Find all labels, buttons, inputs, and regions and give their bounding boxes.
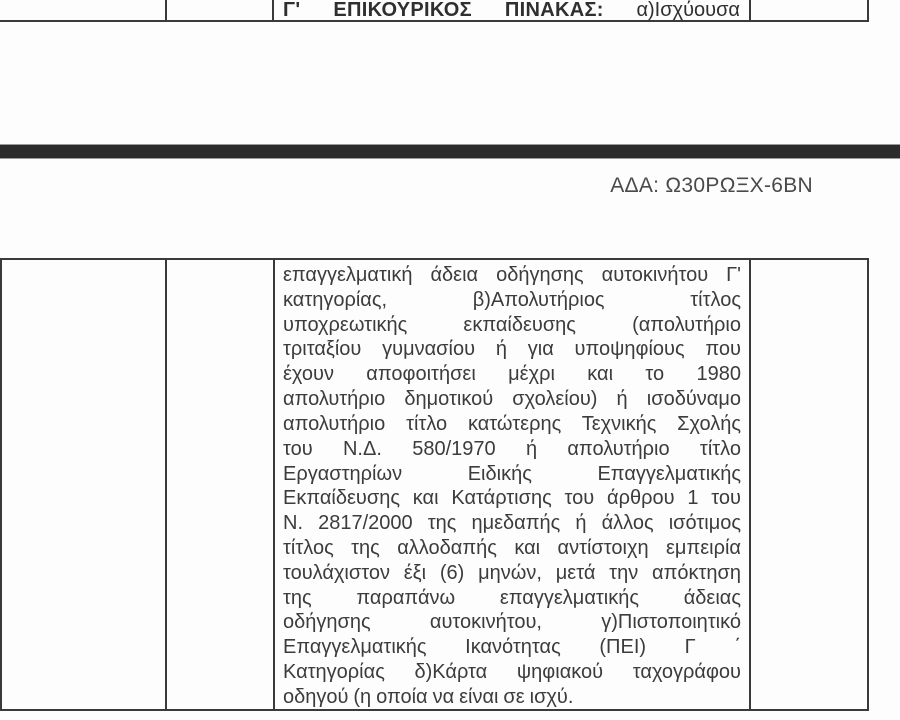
main-table-empty-cell-2: [167, 260, 273, 709]
text-line: του Ν.Δ. 580/1970 ή απολυτήριο τίτλο: [283, 437, 741, 460]
requirements-text-cell: [274, 260, 750, 710]
ada-reference: ΑΔΑ: Ω30ΡΩΞΧ-6ΒΝ: [610, 174, 813, 197]
text-line: έχουν αποφοιτήσει μέχρι και το 1980: [283, 363, 741, 386]
top-table-border-bottom: [0, 20, 869, 22]
top-table-empty-cell-2: [167, 0, 272, 20]
table-title-bold: Γ' ΕΠΙΚΟΥΡΙΚΟΣ ΠΙΝΑΚΑΣ:: [283, 0, 604, 20]
text-line: απολυτήριο δημοτικού σχολείου) ή ισοδύναμο: [283, 388, 741, 411]
page-separator-bar: [0, 145, 900, 158]
text-line: τουλάχιστον έξι (6) μηνών, μετά την απόκτηση: [283, 561, 741, 584]
text-line: τριταξίου γυμνασίου ή για υποψηφίους που: [283, 338, 741, 361]
main-table-border-right: [867, 258, 869, 711]
text-line: Εργαστηρίων Ειδικής Επαγγελματικής: [283, 462, 741, 485]
text-line: επαγγελματική άδεια οδήγησης αυτοκινήτου Γ': [283, 264, 741, 286]
top-table-title-cell: [274, 0, 749, 20]
text-line: οδήγησης αυτοκινήτου, γ)Πιστοποιητικό: [283, 611, 741, 634]
text-line: Επαγγελματικής Ικανότητας (ΠΕΙ) Γ ΄: [283, 636, 741, 659]
text-line: Εκπαίδευσης και Κατάρτισης του άρθρου 1 του: [283, 487, 741, 510]
text-line: υποχρεωτικής εκπαίδευσης (απολυτήριο: [283, 313, 741, 336]
text-line: της παραπάνω επαγγελματικής άδειας: [283, 586, 741, 609]
text-line: κατηγορίας, β)Απολυτήριος τίτλος: [283, 288, 741, 311]
text-line: Ν. 2817/2000 της ημεδαπής ή άλλος ισότιμος: [283, 512, 741, 535]
text-line: οδηγού (η οποία να είναι σε ισχύ.: [283, 685, 574, 708]
table-title-rest: α)Ισχύουσα: [636, 0, 740, 20]
text-line: τίτλος της αλλοδαπής και αντίστοιχη εμπειρία: [283, 536, 741, 559]
text-line: Κατηγορίας δ)Κάρτα ψηφιακού ταχογράφου: [283, 661, 741, 683]
top-table-empty-cell-1: [0, 0, 165, 20]
top-table-border-right: [867, 0, 869, 22]
main-table-empty-cell-1: [2, 260, 165, 709]
text-line: απολυτήριο τίτλο κατώτερης Τεχνικής Σχολής: [283, 412, 741, 435]
top-table-empty-cell-4: [751, 0, 867, 20]
main-table-empty-cell-4: [751, 260, 867, 709]
